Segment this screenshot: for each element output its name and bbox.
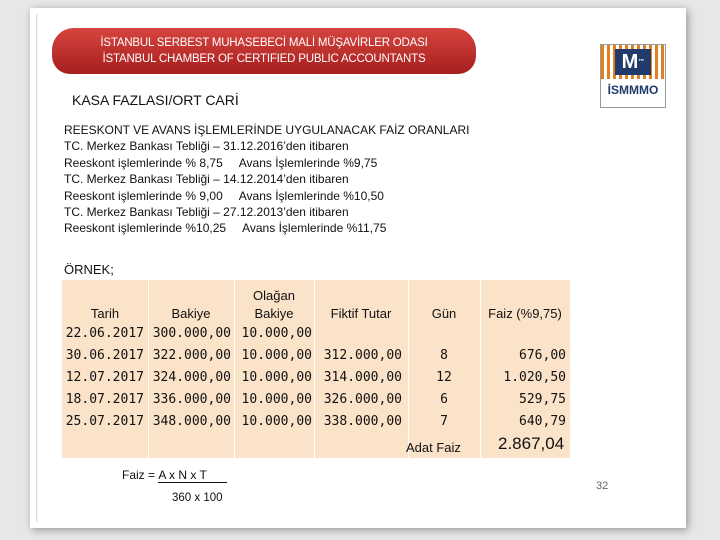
info-line-4a: Reeskont işlemlerinde % 9,00 [64,188,223,203]
info-line-3: TC. Merkez Bankası Tebliği – 14.12.2014’den itibaren [64,172,349,187]
header-banner [52,28,476,74]
cell-bakiye: 348.000,00 [152,414,231,429]
banner-line-2: İSTANBUL CHAMBER OF CERTIFIED PUBLIC ACCOUNTANTS [102,53,426,65]
formula-numerator: A x N x T [158,468,226,483]
header-bakiye: Bakiye [171,306,211,321]
ismmmo-logo [600,44,666,108]
example-label: ÖRNEK; [64,262,114,277]
banner-line-1: İSTANBUL SERBEST MUHASEBECİ MALİ MÜŞAVİRLER ODASI [100,37,428,49]
cell-faiz: 676,00 [519,348,566,363]
cell-gun: 7 [440,414,448,429]
interest-rate-info [64,122,469,237]
header-olagan: Olağan [253,288,295,303]
cell-olagan: 10.000,00 [241,370,312,385]
adat-faiz-label: Adat Faiz [406,440,461,455]
info-line-4 [64,188,469,204]
cell-gun: 8 [440,348,448,363]
info-line-6 [64,220,469,236]
interest-formula [122,468,227,483]
cell-fiktif: 326.000,00 [323,392,402,407]
page-number: 32 [596,480,609,492]
total-interest: 2.867,04 [498,434,565,453]
header-gun: Gün [431,306,457,321]
header-olagan-bakiye: Bakiye [254,306,294,321]
info-line-4b: Avans İşlemlerinde %10,50 [238,188,384,203]
header-fiktif: Fiktif Tutar [330,306,392,321]
cell-tarih: 30.06.2017 [65,348,144,363]
info-title: REESKONT VE AVANS İŞLEMLERİNDE UYGULANACAK FAİZ ORANLARI [64,123,470,137]
cell-gun: 6 [440,392,448,407]
cell-fiktif: 312.000,00 [323,348,402,363]
header-faiz: Faiz (%9,75) [488,306,562,321]
formula-lhs: Faiz = [122,468,156,482]
cell-gun: 12 [436,370,452,385]
cell-tarih: 18.07.2017 [65,392,144,407]
cell-faiz: 640,79 [519,414,566,429]
formula-denominator: 360 x 100 [172,492,223,504]
info-line-5: TC. Merkez Bankası Tebliği – 27.12.2013’den itibaren [64,205,349,220]
info-line-6a: Reeskont işlemlerinde %10,25 [64,221,227,236]
cell-tarih: 12.07.2017 [65,370,144,385]
logo-m-box [615,49,651,75]
cell-olagan: 10.000,00 [241,326,312,341]
interest-table [62,280,570,458]
logo-name: İSMMMO [607,83,659,97]
logo-letter: M [621,51,639,73]
logo-tm: ™ [638,59,645,65]
cell-faiz: 1.020,50 [503,370,566,385]
cell-bakiye: 300.000,00 [152,326,231,341]
page-title: KASA FAZLASI/ORT CARİ [72,92,239,108]
cell-tarih: 22.06.2017 [65,326,144,341]
cell-bakiye: 322.000,00 [152,348,231,363]
cell-tarih: 25.07.2017 [65,414,144,429]
cell-bakiye: 336.000,00 [152,392,231,407]
header-tarih: Tarih [90,306,120,321]
info-line-2b: Avans İşlemlerinde %9,75 [238,155,378,170]
info-line-2a: Reeskont işlemlerinde % 8,75 [64,155,223,170]
info-line-2 [64,155,469,171]
cell-fiktif: 338.000,00 [323,414,402,429]
cell-bakiye: 324.000,00 [152,370,231,385]
cell-olagan: 10.000,00 [241,392,312,407]
cell-fiktif: 314.000,00 [323,370,402,385]
info-line-1: TC. Merkez Bankası Tebliği – 31.12.2016’den itibaren [64,139,349,154]
page-fold [36,14,38,522]
info-line-6b: Avans İşlemlerinde %11,75 [242,221,387,236]
cell-faiz: 529,75 [519,392,566,407]
cell-olagan: 10.000,00 [241,414,312,429]
cell-olagan: 10.000,00 [241,348,312,363]
